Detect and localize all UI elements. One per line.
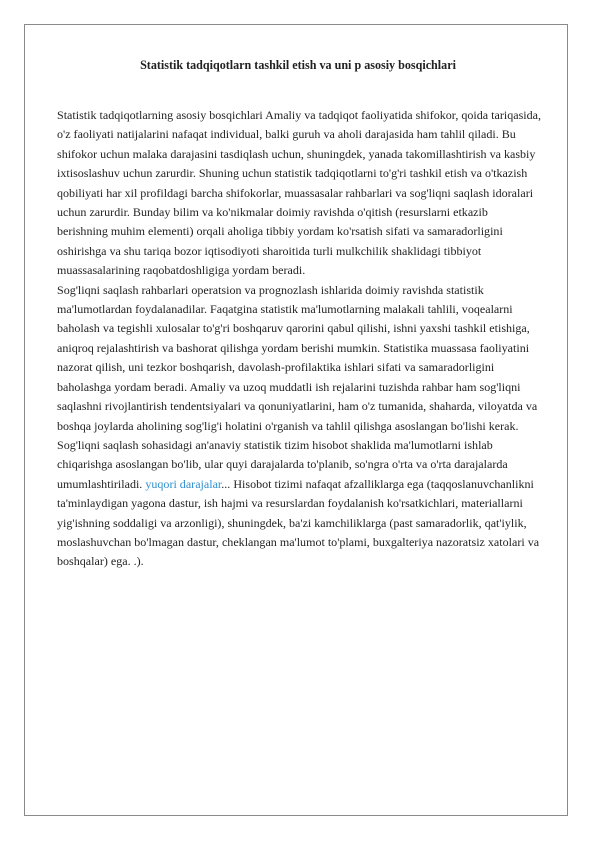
paragraph-3-text-start: Sog'liqni saqlash sohasidagi an'anaviy statistik tizim hisobot shaklida ma'lumotlarni ishlab chiqarishga asoslangan bo'lib, ular quyi darajalarda to'planib, so'ngra o'rta va o'rta darajalarda umumlashtiriladi. (57, 437, 508, 491)
paragraph-3-text-end: ... Hisobot tizimi nafaqat afzalliklarga ega (taqqoslanuvchanlikni ta'minlaydigan yagona dastur, ish hajmi va resurslardan foydalanish ko'rsatkichlari, materiallarni yig'ishning soddaligi va arzonligi), shuningdek, ba'zi kamchiliklarga (past samaradorlik, qat'iylik, moslashuvchan bo'lmagan dastur, cheklangan ma'lumot to'plami, buxgalteriya nazoratsiz xatolari va boshqalar) ega. .). (57, 476, 540, 569)
paragraph-1: Statistik tadqiqotlarning asosiy bosqichlari Amaliy va tadqiqot faoliyatida shifokor, qoida tariqasida, o'z faoliyati natijalarini nafaqat individual, balki guruh va aholi darajasida ham tahlil qiladi. Bu shifokor uchun malaka darajasini tasdiqlash uchun, shuningdek, yanada takomillashtirish va kasbiy ixtisoslashuv uchun zarurdir. Shuning uchun statistik tadqiqotlarni to'g'ri tashkil etish va o'tkazish qobiliyati har xil profildagi barcha shifokorlar, muassasalar rahbarlari va sog'liqni saqlash idoralari uchun zarurdir. Bunday bilim va ko'nikmalar doimiy ravishda o'qitish (resurslarni etkazib berishning muhim elementi) orqali aholiga tibbiy yordam ko'rsatish sifati va samaradorligini oshirishga va shu tariqa bozor iqtisodiyoti sharoitida turli mulkchilik shaklidagi tibbiyot muassasalarining raqobatdoshligiga yordam beradi. (57, 108, 541, 278)
document-title: Statistik tadqiqotlarn tashkil etish va uni p asosiy bosqichlari (140, 58, 456, 72)
higher-levels-link[interactable]: yuqori darajalar (145, 476, 222, 491)
paragraph-3 (57, 436, 541, 572)
paragraph-2: Sog'liqni saqlash rahbarlari operatsion va prognozlash ishlarida doimiy ravishda statistik ma'lumotlardan foydalanadilar. Faqatgina statistik ma'lumotlarning malakali tahlili, voqealarni baholash va tegishli xulosalar to'g'ri boshqaruv qarorini qabul qilishi, ishni yaxshi tashkil etishiga, aniqroq rejalashtirish va bashorat qilishga yordam berishi mumkin. Statistika muassasa faoliyatini nazorat qilish, uni tezkor boshqarish, davolash-profilaktika ishlari sifati va samaradorligini baholashga yordam beradi. Amaliy va uzoq muddatli ish rejalarini tuzishda rahbar ham sog'liqni saqlashni rivojlantirish tendentsiyalari va qonuniyatlarini, ham o'z tumanida, shaharda, viloyatda va boshqa joylarda aholining sog'lig'i holatini o'rganish va tahlil qilishga asoslangan bo'lishi kerak. (57, 282, 538, 433)
document-body (57, 106, 541, 572)
